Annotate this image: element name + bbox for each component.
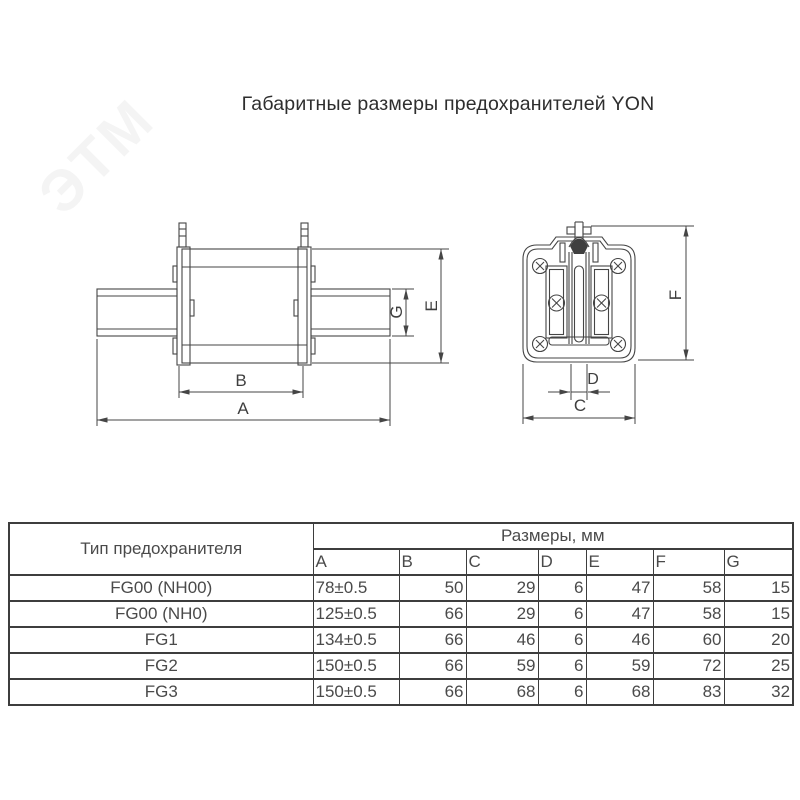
center-channel bbox=[569, 238, 589, 345]
grip-lugs bbox=[179, 223, 308, 247]
value-g: 32 bbox=[724, 679, 793, 705]
value-a: 134±0.5 bbox=[313, 627, 399, 653]
table-row bbox=[9, 653, 793, 679]
dim-label-c: C bbox=[573, 396, 587, 415]
value-f: 72 bbox=[653, 653, 724, 679]
value-b: 66 bbox=[399, 601, 466, 627]
dim-label-g: G bbox=[387, 305, 406, 319]
value-f: 83 bbox=[653, 679, 724, 705]
front-view-drawing bbox=[500, 210, 705, 435]
dim-label-d: D bbox=[587, 371, 599, 388]
value-a: 150±0.5 bbox=[313, 653, 399, 679]
value-f: 58 bbox=[653, 575, 724, 601]
header-dimensions-mm: Размеры, мм bbox=[313, 523, 793, 549]
value-b: 66 bbox=[399, 653, 466, 679]
fuse-type: FG2 bbox=[9, 653, 313, 679]
col-header-a: A bbox=[313, 549, 399, 575]
value-e: 47 bbox=[586, 601, 653, 627]
col-header-b: B bbox=[399, 549, 466, 575]
table-row bbox=[9, 679, 793, 705]
side-view-drawing bbox=[85, 210, 460, 435]
dim-label-f: F bbox=[666, 289, 685, 301]
table-row bbox=[9, 601, 793, 627]
fuse-type: FG00 (NH0) bbox=[9, 601, 313, 627]
value-c: 29 bbox=[466, 575, 538, 601]
right-blade-contact bbox=[311, 289, 390, 336]
value-c: 59 bbox=[466, 653, 538, 679]
col-header-g: G bbox=[724, 549, 793, 575]
col-header-e: E bbox=[586, 549, 653, 575]
dimensions-table bbox=[8, 522, 794, 706]
left-blade-contact bbox=[97, 289, 177, 336]
value-d: 6 bbox=[538, 575, 586, 601]
col-header-d: D bbox=[538, 549, 586, 575]
dimension-c bbox=[523, 364, 635, 424]
value-a: 150±0.5 bbox=[313, 679, 399, 705]
value-e: 47 bbox=[586, 575, 653, 601]
value-c: 46 bbox=[466, 627, 538, 653]
value-f: 60 bbox=[653, 627, 724, 653]
value-b: 50 bbox=[399, 575, 466, 601]
table-row bbox=[9, 627, 793, 653]
dim-label-e: E bbox=[422, 300, 441, 312]
header-fuse-type: Тип предохранителя bbox=[9, 523, 313, 575]
fuse-type: FG00 (NH00) bbox=[9, 575, 313, 601]
table-row bbox=[9, 575, 793, 601]
value-g: 20 bbox=[724, 627, 793, 653]
value-e: 46 bbox=[586, 627, 653, 653]
etm-watermark: ЭТМ bbox=[26, 86, 168, 228]
value-d: 6 bbox=[538, 601, 586, 627]
value-d: 6 bbox=[538, 627, 586, 653]
right-frame bbox=[591, 266, 612, 338]
value-g: 15 bbox=[724, 575, 793, 601]
value-a: 125±0.5 bbox=[313, 601, 399, 627]
value-e: 59 bbox=[586, 653, 653, 679]
value-b: 66 bbox=[399, 679, 466, 705]
dim-label-a: A bbox=[237, 399, 249, 418]
dim-label-b: B bbox=[235, 371, 247, 390]
fuse-body bbox=[182, 249, 307, 363]
table-header-row bbox=[9, 523, 793, 549]
col-header-c: C bbox=[466, 549, 538, 575]
value-g: 15 bbox=[724, 601, 793, 627]
value-c: 29 bbox=[466, 601, 538, 627]
value-e: 68 bbox=[586, 679, 653, 705]
col-header-f: F bbox=[653, 549, 724, 575]
fuse-type: FG1 bbox=[9, 627, 313, 653]
value-d: 6 bbox=[538, 653, 586, 679]
end-plates bbox=[173, 247, 315, 365]
value-c: 68 bbox=[466, 679, 538, 705]
fuse-type: FG3 bbox=[9, 679, 313, 705]
value-d: 6 bbox=[538, 679, 586, 705]
value-b: 66 bbox=[399, 627, 466, 653]
left-frame bbox=[546, 266, 567, 338]
page-title: Габаритные размеры предохранителей YON bbox=[241, 93, 655, 115]
value-g: 25 bbox=[724, 653, 793, 679]
dimension-d bbox=[548, 364, 610, 400]
value-f: 58 bbox=[653, 601, 724, 627]
value-a: 78±0.5 bbox=[313, 575, 399, 601]
